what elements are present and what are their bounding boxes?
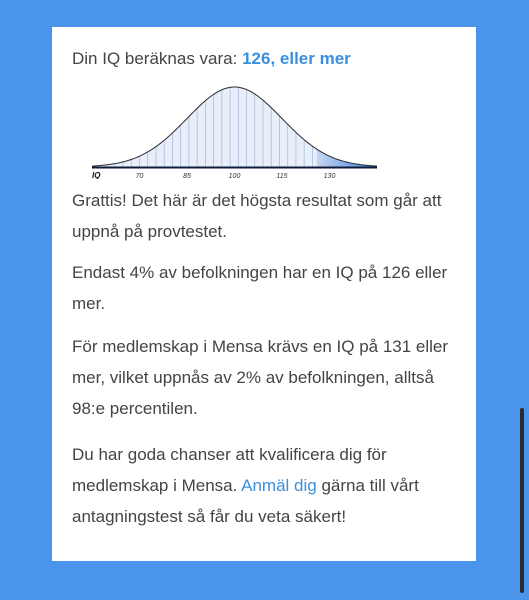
mensa-requirement-paragraph: För medlemskap i Mensa krävs en IQ på 131 eller mer, vilket uppnås av 2% av befolkningen, alltså 98:e percentilen. bbox=[72, 337, 449, 418]
x-tick-label: 100 bbox=[228, 173, 241, 179]
iq-result-value: 126, eller mer bbox=[242, 49, 351, 68]
bell-curve-svg bbox=[92, 83, 377, 179]
chances-text-after: gärna till vårt antagningstest så får du veta säkert! bbox=[72, 476, 419, 526]
chances-text-before: Du har goda chanser att kvalificera dig för medlemskap i Mensa. bbox=[72, 445, 387, 495]
congrats-paragraph: Grattis! Det här är det högsta resultat som går att uppnå på provtestet. bbox=[72, 191, 442, 241]
scrollbar[interactable] bbox=[520, 408, 524, 593]
signup-link[interactable]: Anmäl dig bbox=[241, 476, 317, 495]
curve-area-fill bbox=[92, 87, 377, 167]
iq-result-line bbox=[72, 47, 456, 71]
x-tick-label: 115 bbox=[276, 173, 288, 179]
x-tick-label: 130 bbox=[323, 173, 336, 179]
chances-paragraph bbox=[72, 439, 456, 532]
x-tick-label: 85 bbox=[183, 173, 191, 179]
curve-highlight-tail bbox=[317, 149, 377, 167]
x-axis-label: IQ bbox=[92, 171, 101, 179]
iq-distribution-chart bbox=[92, 83, 377, 179]
iq-result-prefix: Din IQ beräknas vara: bbox=[72, 49, 238, 68]
population-paragraph: Endast 4% av befolkningen har en IQ på 126 eller mer. bbox=[72, 263, 448, 313]
result-card bbox=[52, 27, 476, 561]
x-tick-label: 70 bbox=[135, 173, 144, 179]
